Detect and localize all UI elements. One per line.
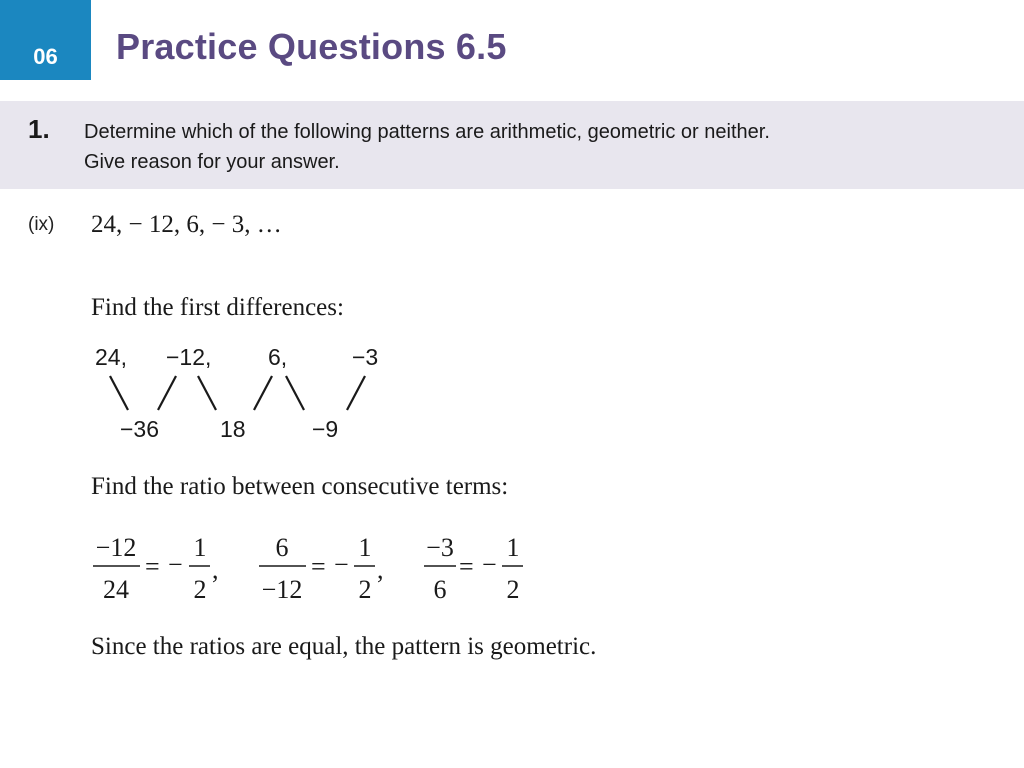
ratio-equations [88, 528, 548, 608]
ratio-separator: , [377, 555, 384, 584]
diff-connector [286, 376, 304, 410]
diff-term: −3 [352, 344, 379, 370]
result-sign: − [334, 550, 349, 579]
diff-value: −36 [120, 416, 160, 442]
diff-connector [347, 376, 365, 410]
ratio-denominator: 6 [433, 575, 447, 604]
ratio-denominator: 24 [103, 575, 129, 604]
ratio-item [424, 533, 523, 604]
result-sign: − [168, 550, 183, 579]
result-sign: − [482, 550, 497, 579]
diff-value: −9 [312, 416, 339, 442]
diff-connector [198, 376, 216, 410]
ratio-numerator: −12 [95, 533, 137, 562]
result-denominator: 2 [358, 575, 372, 604]
result-numerator: 1 [193, 533, 207, 562]
diff-value: 18 [220, 416, 246, 442]
result-numerator: 1 [358, 533, 372, 562]
result-denominator: 2 [193, 575, 207, 604]
diff-connector [158, 376, 176, 410]
diff-connector [110, 376, 128, 410]
ratio-separator: , [212, 555, 219, 584]
result-numerator: 1 [506, 533, 520, 562]
diff-term: 6, [268, 344, 288, 370]
ratios-heading: Find the ratio between consecutive terms: [91, 473, 509, 500]
diff-connector [254, 376, 272, 410]
question-line-2: Give reason for your answer. [84, 151, 340, 173]
sequence: 24, − 12, 6, − 3, … [91, 211, 282, 238]
equals-sign: = [145, 552, 160, 581]
page-title: Practice Questions 6.5 [116, 26, 507, 67]
differences-diagram [90, 338, 390, 448]
ratio-numerator: 6 [275, 533, 289, 562]
ratio-item [93, 533, 219, 604]
ratio-numerator: −3 [426, 533, 454, 562]
result-denominator: 2 [506, 575, 520, 604]
question-line-1: Determine which of the following patterns are arithmetic, geometric or neither. [84, 121, 770, 143]
part-label: (ix) [28, 214, 55, 235]
question-text [84, 117, 984, 177]
ratio-item [259, 533, 384, 604]
chapter-number: 06 [33, 44, 58, 69]
question-number: 1. [28, 114, 50, 144]
chapter-tab [0, 0, 91, 80]
equals-sign: = [311, 552, 326, 581]
conclusion-text: Since the ratios are equal, the pattern is geometric. [91, 633, 597, 660]
ratio-denominator: −12 [261, 575, 303, 604]
differences-heading: Find the first differences: [91, 294, 344, 321]
diff-term: 24, [95, 344, 127, 370]
diff-term: −12, [166, 344, 212, 370]
equals-sign: = [459, 552, 474, 581]
